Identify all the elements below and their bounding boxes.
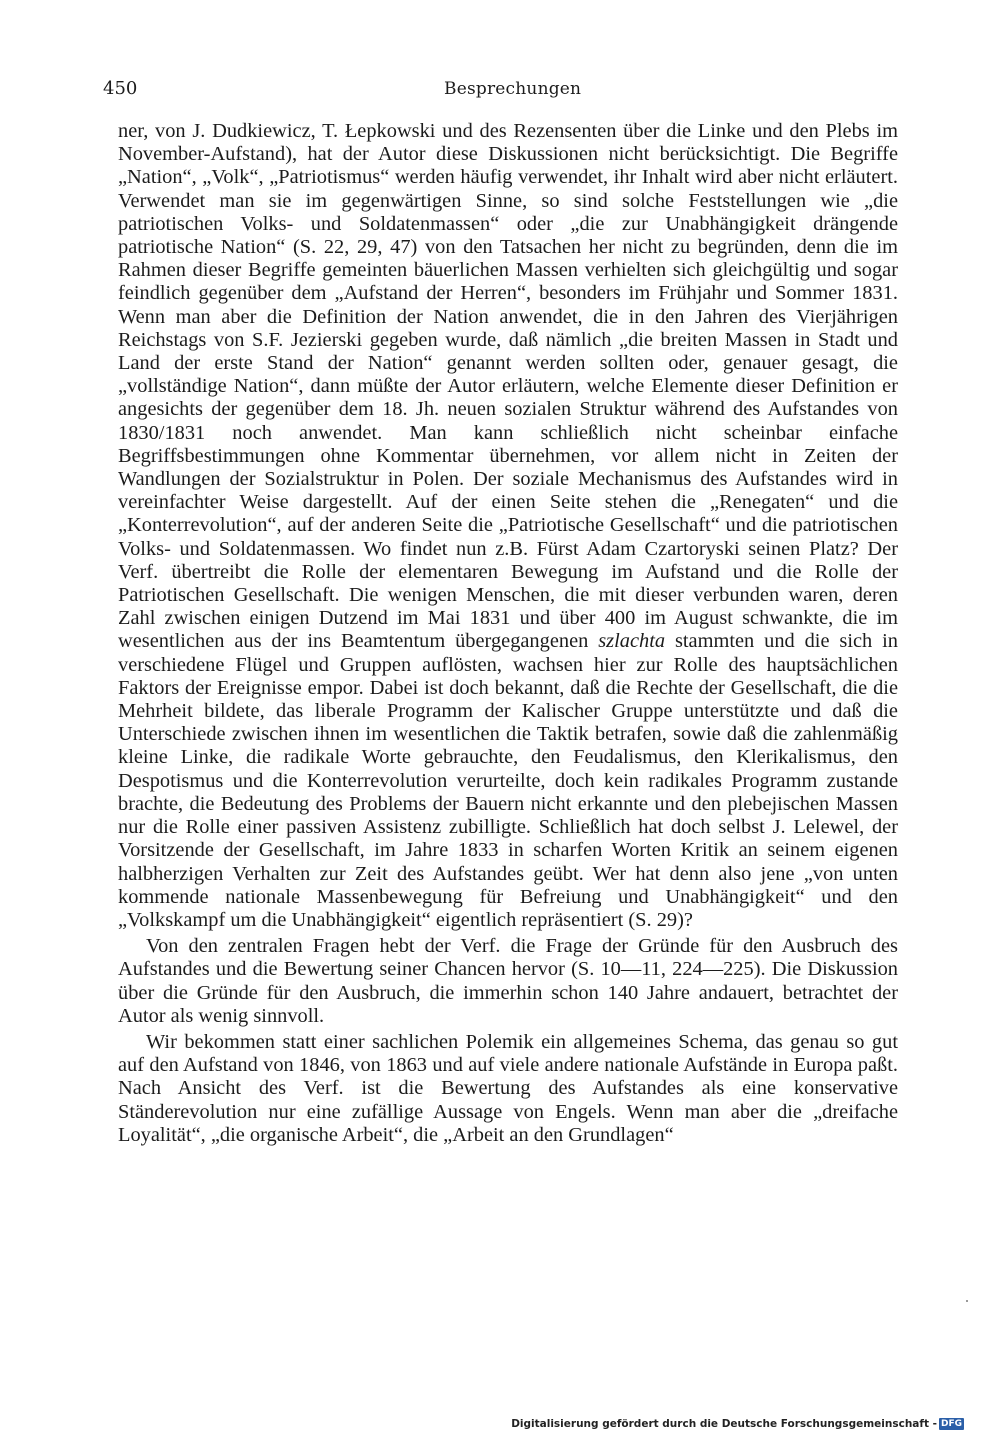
- paragraph-3: Wir bekommen statt einer sachlichen Polemik ein allgemeines Schema, das genau so gut auf den Aufstand von 1846, von 1863 und auf viele andere nationale Aufstände in Europa paßt. Nach Ansicht des Verf. ist die Bewertung des Aufstandes als eine konservative Ständerevolution nur eine zufällige Aussage von Engels. Wenn man aber die „dreifache Loyalität“, „die organische Arbeit“, die „Arbeit an den Grundlagen“: [118, 1030, 898, 1146]
- page-number: 450: [103, 78, 138, 99]
- paragraph-1-text-b: stammten und die sich in verschiedene Flügel und Gruppen auflösten, wachsen hier zur Rolle des hauptsächlichen Faktors der Ereignisse empor. Dabei ist doch bekannt, daß die Rechte der Gesellschaft, die die Mehrheit bildete, das liberale Programm der Kalischer Gruppe unterstützte und daß die Unterschiede zwischen ihnen im wesentlichen die Taktik betrafen, sowie daß die zahlenmäßig kleine Linke, die radikale Worte gebrauchte, den Feudalismus, den Klerikalismus, den Despotismus und die Konterrevolution verurteilte, doch kein radikales Programm zustande brachte, die Bedeutung des Problems der Bauern nicht erkannte und den plebejischen Massen nur die Rolle einer passiven Assistenz zubilligte. Schließlich hat doch selbst J. Lelewel, der Vorsitzende der Gesellschaft, im Jahre 1833 in scharfen Worten Kritik an seinem eigenen halbherzigen Verhalten zur Zeit des Aufstandes geübt. Wer hat denn also jene „von unten kommende nationale Massenbewegung für Befreiung und Unabhängigkeit“ und den „Volkskampf um die Unabhängigkeit“ eigentlich repräsentiert (S. 29)?: [118, 630, 898, 931]
- running-head: Besprechungen: [444, 79, 582, 99]
- italic-term: szlachta: [598, 630, 666, 653]
- body-text: [118, 120, 898, 1147]
- paragraph-2: Von den zentralen Fragen hebt der Verf. die Frage der Gründe für den Ausbruch des Aufstandes und die Bewertung seiner Chancen hervor (S. 10—11, 224—225). Die Diskussion über die Gründe für den Ausbruch, die immerhin schon 140 Jahre andauert, betrachtet der Autor als wenig sinnvoll.: [118, 935, 898, 1027]
- paragraph-1: [118, 120, 898, 932]
- footer-text: Digitalisierung gefördert durch die Deutsche Forschungsgemeinschaft -: [511, 1418, 937, 1430]
- scan-speck: [966, 1300, 968, 1302]
- dfg-logo: DFG: [940, 1419, 962, 1429]
- footer-credit: [511, 1418, 964, 1430]
- paragraph-1-text-a: ner, von J. Dudkiewicz, T. Łepkowski und des Rezensenten über die Linke und den Plebs im November-Aufstand), hat der Autor diese Diskussionen nicht berücksichtigt. Die Begriffe „Nation“, „Volk“, „Patriotismus“ werden häufig verwendet, ihr Inhalt wird aber nicht erläutert. Verwendet man sie im gegenwärtigen Sinne, so sind solche Feststellungen wie „die patriotischen Volks- und Soldatenmassen“ oder „die zur Unabhängigkeit drängende patriotische Nation“ (S. 22, 29, 47) von den Tatsachen her nicht zu begründen, denn die im Rahmen dieser Begriffe gemeinten bäuerlichen Massen verhielten sich gleichgültig und sogar feindlich gegenüber dem „Aufstand der Herren“, besonders im Frühjahr und Sommer 1831. Wenn man aber die Definition der Nation anwendet, die in den Jahren des Vierjährigen Reichstags von S.F. Jezierski gegeben wurde, daß nämlich „die breiten Massen in Stadt und Land der erste Stand der Nation“ genannt werden sollten oder, genauer gesagt, die „vollständige Nation“, dann müßte der Autor erläutern, welche Elemente dieser Definition er angesichts der gegenüber dem 18. Jh. neuen sozialen Struktur während des Aufstandes von 1830/1831 noch anwendet. Man kann schließlich nicht scheinbar einfache Begriffsbestimmungen ohne Kommentar übernehmen, vor allem nicht in Zeiten der Wandlungen der Sozialstruktur in Polen. Der soziale Mechanismus des Aufstandes wird in vereinfachter Weise dargestellt. Auf der einen Seite stehen die „Renegaten“ und die „Konterrevolution“, auf der anderen Seite die „Patriotische Gesellschaft“ und die patriotischen Volks- und Soldatenmassen. Wo findet nun z.B. Fürst Adam Czartoryski seinen Platz? Der Verf. übertreibt die Rolle der elementaren Bewegung im Aufstand und die Rolle der Patriotischen Gesellschaft. Die wenigen Menschen, die mit dieser verbunden waren, deren Zahl zwischen einigen Dutzend im Mai 1831 und über 400 im August schwankte, die im wesentlichen aus der ins Beamtentum übergegangenen: [118, 120, 898, 653]
